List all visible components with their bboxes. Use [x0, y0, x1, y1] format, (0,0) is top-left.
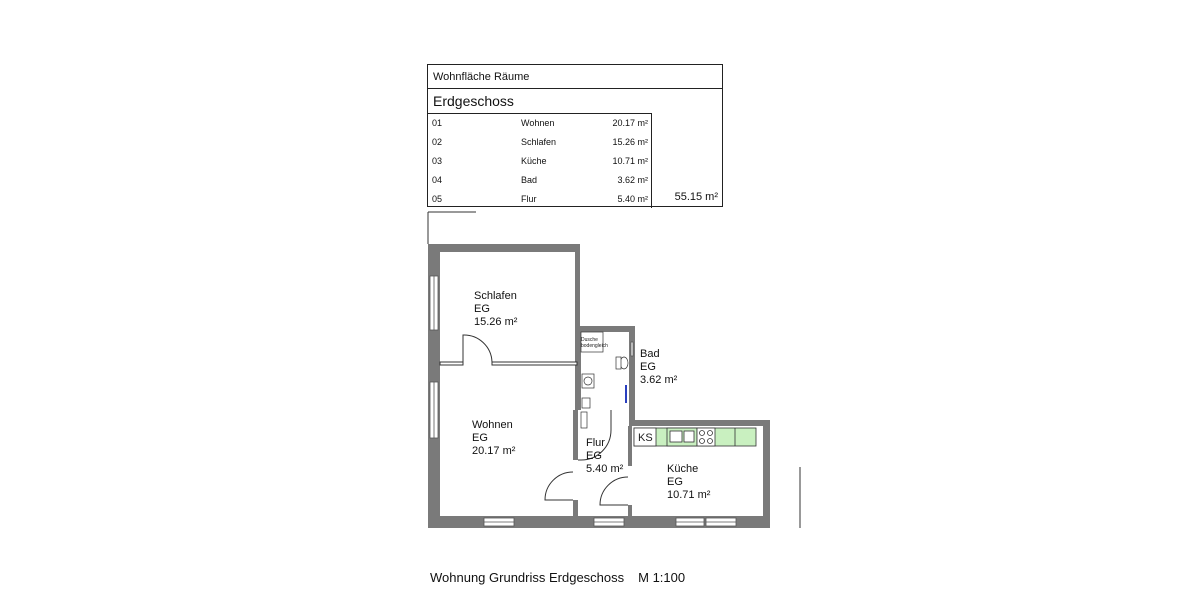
room-area: 10.71 m² — [612, 156, 648, 166]
room-label-floor: EG — [586, 450, 602, 462]
room-number: 05 — [432, 194, 443, 204]
room-label-name: Wohnen — [472, 419, 513, 431]
shower-label-text: Dusche — [581, 337, 598, 343]
total-area: 55.15 m² — [674, 191, 718, 203]
room-label-area: 3.62 m² — [640, 374, 678, 386]
shower-label-sub: bodengleich — [581, 343, 608, 349]
room-label-name: Schlafen — [474, 290, 517, 302]
caption-scale: M 1:100 — [638, 570, 686, 585]
caption-title: Wohnung Grundriss Erdgeschoss — [430, 570, 625, 585]
room-label-name: Küche — [667, 463, 699, 475]
stove-icon — [697, 428, 715, 446]
cabinet-icon — [581, 412, 587, 428]
table-floor-heading: Erdgeschoss — [433, 93, 514, 109]
shower-label — [581, 337, 608, 349]
washer-icon — [582, 398, 590, 408]
room-label-kueche — [667, 463, 710, 502]
room-name: Wohnen — [521, 118, 555, 128]
table-title: Wohnfläche Räume — [428, 65, 722, 89]
partitions — [440, 362, 577, 365]
room-name: Küche — [521, 156, 547, 166]
room-area: 20.17 m² — [612, 118, 648, 128]
walls — [428, 244, 770, 528]
room-label-floor: EG — [472, 432, 488, 444]
room-label-name: Flur — [586, 437, 605, 449]
room-label-floor: EG — [474, 303, 490, 315]
room-number: 01 — [432, 118, 443, 128]
room-label-name: Bad — [640, 348, 660, 360]
room-name: Flur — [521, 194, 537, 204]
room-number: 03 — [432, 156, 443, 166]
plan-caption — [430, 570, 685, 585]
room-number: 02 — [432, 137, 443, 147]
room-label-bad — [640, 348, 677, 387]
room-label-area: 10.71 m² — [667, 489, 711, 501]
room-label-flur — [586, 437, 623, 476]
kitchen-sink-icon — [670, 431, 682, 442]
room-name: Bad — [521, 175, 538, 185]
room-label-floor: EG — [640, 361, 656, 373]
room-name: Schlafen — [521, 137, 557, 147]
room-label-area: 15.26 m² — [474, 316, 518, 328]
room-area: 5.40 m² — [617, 194, 648, 204]
ks-label: KS — [638, 432, 653, 444]
room-label-schlafen — [474, 290, 517, 329]
room-label-wohnen — [472, 419, 515, 458]
room-number: 04 — [432, 175, 443, 185]
room-label-area: 20.17 m² — [472, 445, 516, 457]
room-label-floor: EG — [667, 476, 683, 488]
room-area: 15.26 m² — [612, 137, 648, 147]
room-label-area: 5.40 m² — [586, 463, 624, 475]
room-area: 3.62 m² — [617, 175, 648, 185]
toilet-tank — [616, 357, 621, 369]
heater-icon — [625, 385, 627, 403]
